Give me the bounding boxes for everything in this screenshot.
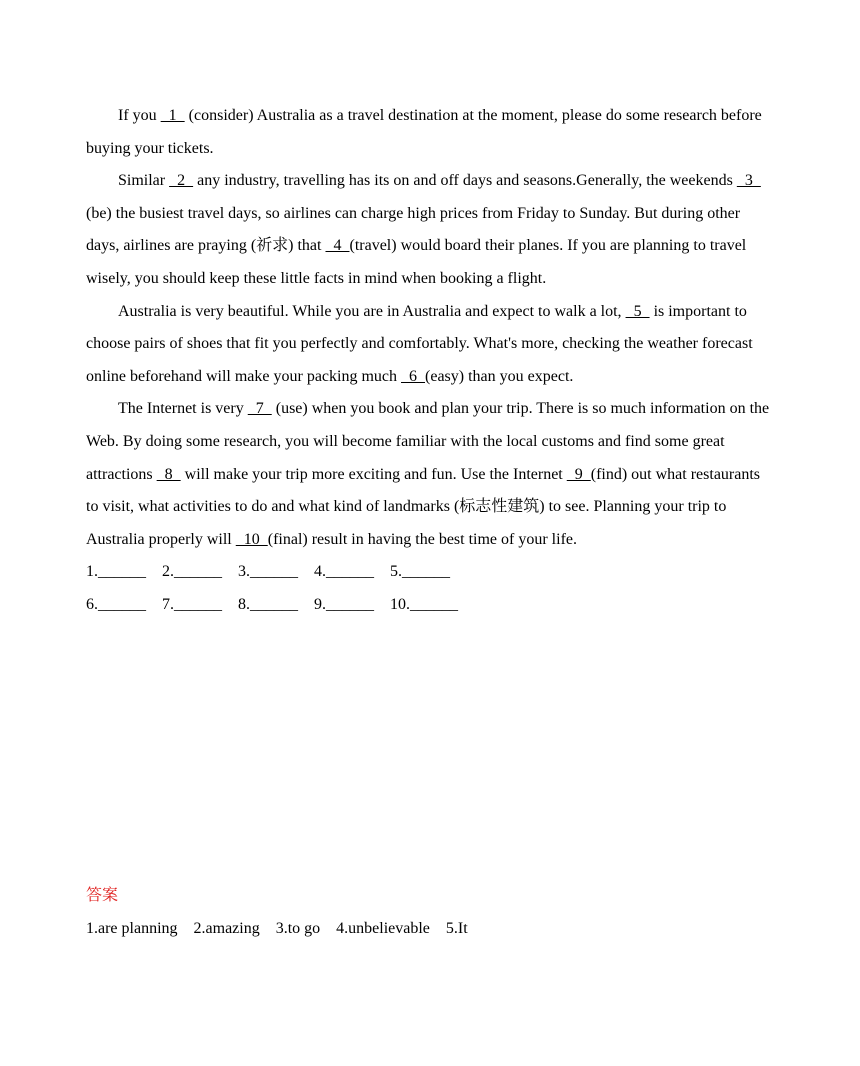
paragraph-2: [86, 165, 776, 295]
blank-2: 2: [169, 172, 194, 190]
text-run: Similar: [118, 172, 170, 190]
text-run: (easy) than you expect.: [425, 367, 574, 385]
answer-key-heading: 答案: [86, 887, 119, 904]
blank-9: 9: [566, 465, 591, 483]
blank-4: 4: [325, 237, 350, 255]
text-run: (find) out what restaurants to visit, what activities to do and what kind of landmarks (标志性建筑) to see. Planning your trip to Australia properly will: [86, 465, 761, 548]
answer-lines-row-2: 6.______ 7.______ 8.______ 9.______ 10.______: [86, 595, 458, 613]
blank-7: 7: [247, 400, 272, 418]
passage: [86, 100, 776, 622]
paragraph-4: [86, 393, 776, 556]
text-run: Australia is very beautiful. While you are in Australia and expect to walk a lot,: [118, 302, 626, 320]
text-run: (use) when you book and plan your trip. There is so much information on the Web. By doing some research, you will become familiar with the local customs and find some great attractions: [86, 400, 770, 483]
text-run: If you: [118, 107, 161, 124]
text-run: any industry, travelling has its on and off days and seasons.Generally, the weekends: [193, 172, 737, 190]
answer-key-text: 1.are planning 2.amazing 3.to go 4.unbelievable 5.It: [86, 920, 468, 937]
blank-1: 1: [160, 107, 185, 124]
text-run: (final) result in having the best time of your life.: [267, 530, 577, 548]
blank-10: 10: [235, 530, 268, 548]
paragraph-1: [86, 100, 776, 165]
text-run: (be) the busiest travel days, so airlines can charge high prices from Friday to Sunday. But during other days, airlines are praying (祈求) that: [86, 204, 741, 255]
paragraph-3: [86, 296, 776, 394]
blank-3: 3: [736, 172, 761, 190]
text-run: (consider) Australia as a travel destination at the moment, please do some research before buying your tickets.: [86, 107, 762, 157]
blank-8: 8: [156, 465, 181, 483]
text-run: (travel) would board their planes. If you are planning to travel wisely, you should keep these little facts in mind when booking a flight.: [86, 237, 747, 287]
blank-5: 5: [625, 302, 650, 320]
blank-6: 6: [401, 367, 426, 385]
answer-lines-row-1: 1.______ 2.______ 3.______ 4.______ 5.______: [86, 563, 450, 581]
text-run: The Internet is very: [118, 400, 248, 418]
text-run: will make your trip more exciting and fun. Use the Internet: [180, 465, 567, 483]
text-run: is important to choose pairs of shoes that fit you perfectly and comfortably. What's more, checking the weather forecast online beforehand will make your packing much: [86, 302, 753, 385]
